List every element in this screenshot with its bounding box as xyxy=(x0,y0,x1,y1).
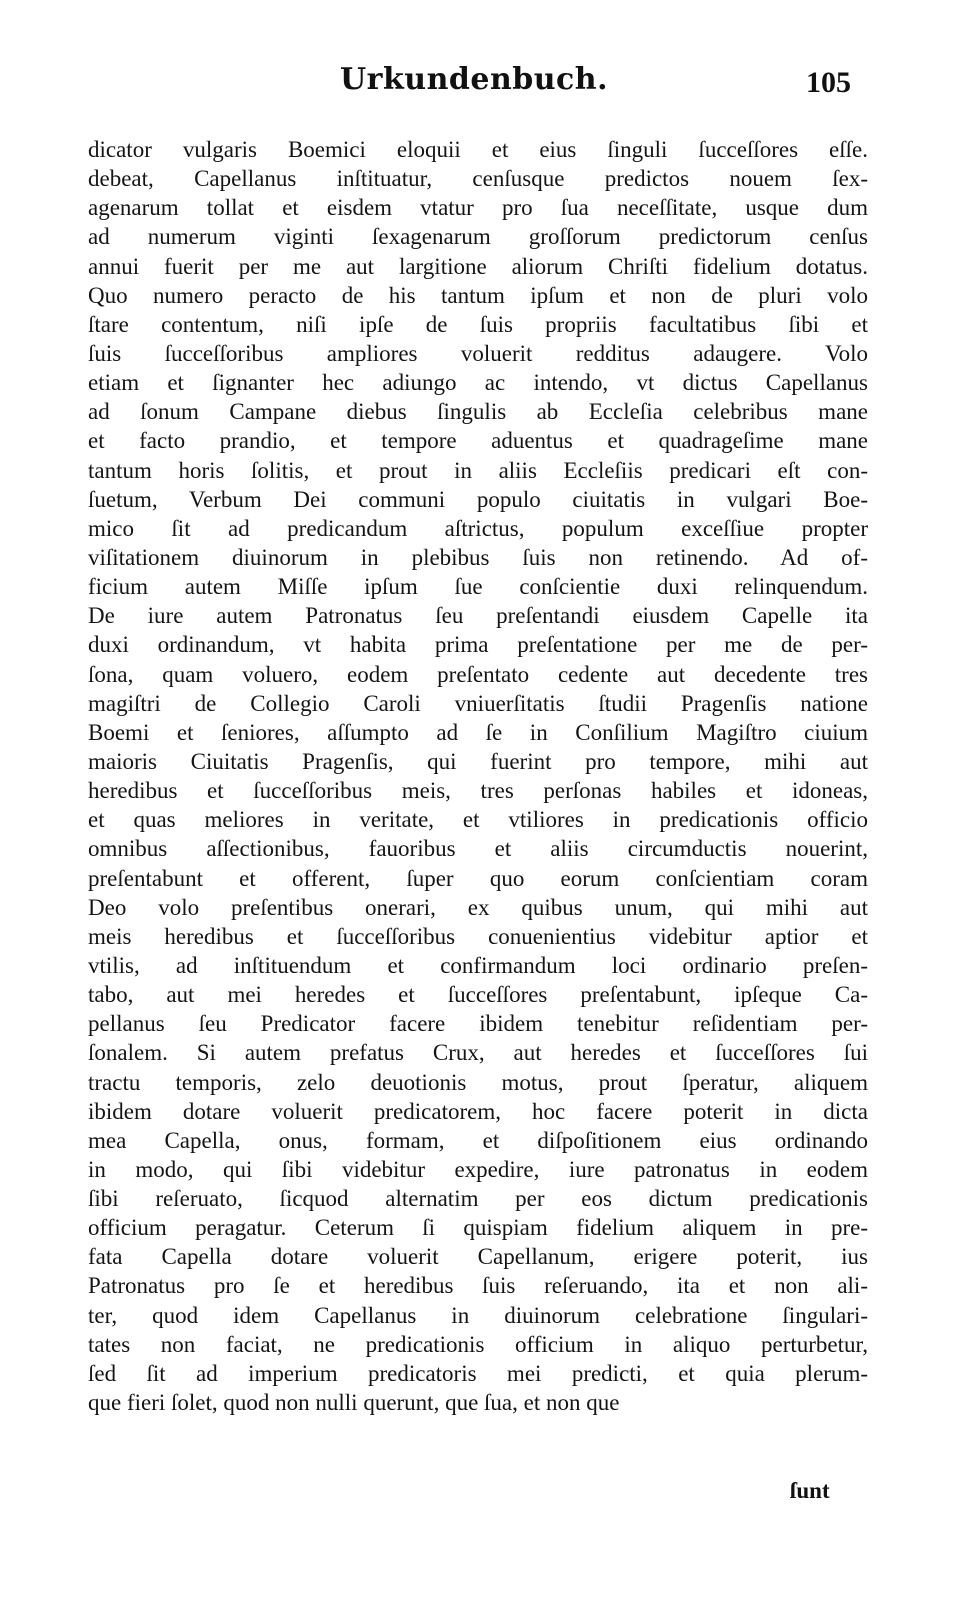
text-line: De iure autem Patronatus ſeu preſentandi eiusdem Capelle ita xyxy=(88,603,868,629)
text-line: ibidem dotare voluerit predicatorem, hoc facere poterit in dicta xyxy=(88,1098,868,1124)
text-line: in modo, qui ſibi videbitur expedire, iure patronatus in eodem xyxy=(88,1156,868,1182)
text-line: tantum horis ſolitis, et prout in aliis Eccleſiis predicari eſt con- xyxy=(88,457,868,483)
text-line: magiſtri de Collegio Caroli vniuerſitatis ſtudii Pragenſis natione xyxy=(88,690,868,716)
text-line: Deo volo preſentibus onerari, ex quibus unum, qui mihi aut xyxy=(88,894,868,920)
text-line: agenarum tollat et eisdem vtatur pro ſua neceſſitate, usque dum xyxy=(88,195,868,221)
text-line: etiam et ſignanter hec adiungo ac intendo, vt dictus Capellanus xyxy=(88,370,868,396)
text-line: vtilis, ad inſtituendum et confirmandum loci ordinario preſen- xyxy=(88,952,868,978)
text-line: dicator vulgaris Boemici eloquii et eius ſinguli ſucceſſores eſſe. xyxy=(88,137,868,162)
text-line: ter, quod idem Capellanus in diuinorum celebratione ſingulari- xyxy=(88,1302,868,1328)
text-line: ſibi reſeruato, ſicquod alternatim per eos dictum predicationis xyxy=(88,1186,868,1212)
text-line: ſonalem. Si autem prefatus Crux, aut heredes et ſucceſſores ſui xyxy=(88,1040,868,1066)
text-line: viſitationem diuinorum in plebibus ſuis non retinendo. Ad of- xyxy=(88,544,868,570)
text-line: et quas meliores in veritate, et vtiliores in predicationis officio xyxy=(88,807,868,833)
text-line: Boemi et ſeniores, aſſumpto ad ſe in Conſilium Magiſtro ciuium xyxy=(88,719,868,745)
text-line: mea Capella, onus, formam, et diſpoſitionem eius ordinando xyxy=(88,1127,868,1153)
text-line: ſona, quam voluero, eodem preſentato cedente aut decedente tres xyxy=(88,661,868,687)
text-line: Quo numero peracto de his tantum ipſum et non de pluri volo xyxy=(88,282,868,308)
text-line: tractu temporis, zelo deuotionis motus, prout ſperatur, aliquem xyxy=(88,1069,868,1095)
text-line: ſuetum, Verbum Dei communi populo ciuitatis in vulgari Boe- xyxy=(88,486,868,512)
catchword: ſunt xyxy=(790,1478,830,1503)
text-line: preſentabunt et offerent, ſuper quo eorum conſcientiam coram xyxy=(88,865,868,891)
text-line: ſed ſit ad imperium predicatoris mei predicti, et quia plerum- xyxy=(88,1360,868,1386)
text-line: officium peragatur. Ceterum ſi quispiam fidelium aliquem in pre- xyxy=(88,1215,868,1241)
text-line: ad numerum viginti ſexagenarum groſſorum predictorum cenſus xyxy=(88,224,868,250)
page-number: 105 xyxy=(806,66,851,99)
text-line: annui fuerit per me aut largitione aliorum Chriſti fidelium dotatus. xyxy=(88,253,868,279)
text-line: pellanus ſeu Predicator facere ibidem tenebitur reſidentiam per- xyxy=(88,1011,868,1037)
text-line: fata Capella dotare voluerit Capellanum, erigere poterit, ius xyxy=(88,1244,868,1270)
text-line: que fieri ſolet, quod non nulli querunt, que ſua, et non que xyxy=(88,1390,620,1416)
text-line: ſuis ſucceſſoribus ampliores voluerit redditus adaugere. Volo xyxy=(88,340,868,366)
text-line: heredibus et ſucceſſoribus meis, tres perſonas habiles et idoneas, xyxy=(88,778,868,804)
text-line: meis heredibus et ſucceſſoribus conuenientius videbitur aptior et xyxy=(88,923,868,949)
text-line: duxi ordinandum, vt habita prima preſentatione per me de per- xyxy=(88,632,868,658)
body-text-block xyxy=(88,135,868,1417)
text-line: tabo, aut mei heredes et ſucceſſores preſentabunt, ipſeque Ca- xyxy=(88,982,868,1008)
text-line: omnibus aſſectionibus, fauoribus et aliis circumductis nouerint, xyxy=(88,836,868,862)
text-line: debeat, Capellanus inſtituatur, cenſusque predictos nouem ſex- xyxy=(88,166,868,192)
text-line: mico ſit ad predicandum aſtrictus, populum exceſſiue propter xyxy=(88,515,868,541)
text-line: ſtare contentum, niſi ipſe de ſuis propriis facultatibus ſibi et xyxy=(88,311,868,337)
text-line: ad ſonum Campane diebus ſingulis ab Eccleſia celebribus mane xyxy=(88,399,868,425)
text-line: maioris Ciuitatis Pragenſis, qui fuerint pro tempore, mihi aut xyxy=(88,748,868,774)
running-header-title: Urkundenbuch. xyxy=(340,62,609,97)
text-line: Patronatus pro ſe et heredibus ſuis reſeruando, ita et non ali- xyxy=(88,1273,868,1299)
text-line: tates non faciat, ne predicationis officium in aliquo perturbetur, xyxy=(88,1331,868,1357)
text-line: ficium autem Miſſe ipſum ſue conſcientie duxi relinquendum. xyxy=(88,574,868,600)
text-line: et facto prandio, et tempore aduentus et quadrageſime mane xyxy=(88,428,868,454)
